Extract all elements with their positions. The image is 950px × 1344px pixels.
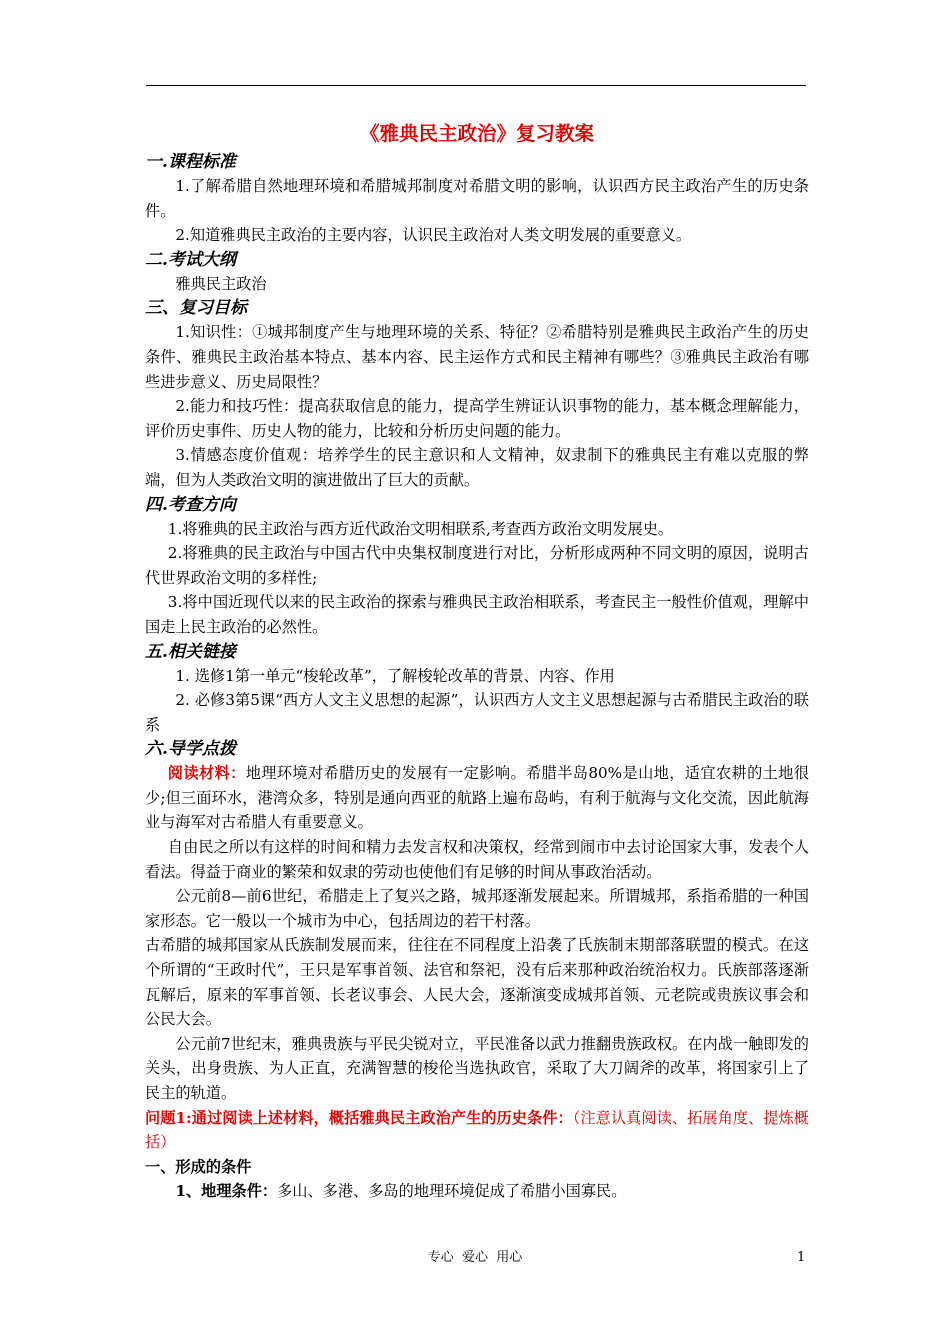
paragraph: 自由民之所以有这样的时间和精力去发言权和决策权，经常到闹市中去讨论国家大事，发表个人看法。得益于商业的繁荣和奴隶的劳动也使他们有足够的时间从事政治活动。 bbox=[145, 838, 809, 881]
paragraph: 2.知道雅典民主政治的主要内容，认识民主政治对人类文明发展的重要意义。 bbox=[175, 226, 692, 245]
section-heading-review-goals: 三、复习目标 bbox=[145, 298, 247, 319]
sub-heading-conditions: 一、形成的条件 bbox=[145, 1157, 252, 1176]
paragraph: 2.能力和技巧性：提高获取信息的能力，提高学生辨证认识事物的能力，基本概念理解能力，评价历史事件、历史人物的能力，比较和分析历史问题的能力。 bbox=[145, 397, 809, 440]
paragraph: 3.情感态度价值观：培养学生的民主意识和人文精神，奴隶制下的雅典民主有难以克服的弊端，但为人类政治文明的演进做出了巨大的贡献。 bbox=[145, 446, 809, 489]
paragraph: 雅典民主政治 bbox=[175, 274, 267, 293]
paragraph: 2. 必修3第5课“西方人文主义思想的起源”，认识西方人文主义思想起源与古希腊民主政治的联系 bbox=[145, 691, 809, 734]
document-title: 《雅典民主政治》复习教案 bbox=[359, 122, 594, 145]
section-heading-curriculum: 一.课程标准 bbox=[145, 152, 236, 172]
section-heading-related-links: 五.相关链接 bbox=[145, 641, 236, 662]
section-heading-exam-direction: 四.考查方向 bbox=[145, 494, 236, 515]
paragraph: 2.将雅典的民主政治与中国古代中央集权制度进行对比，分析形成两种不同文明的原因，说明古代世界政治文明的多样性; bbox=[145, 544, 809, 587]
reading-material-text: 地理环境对希腊历史的发展有一定影响。希腊半岛80%是山地，适宜农耕的土地很少;但三面环水，港湾众多，特别是通向西亚的航路上遍布岛屿，有利于航海与文化交流，因此航海业与海军对古希腊人有重要意义。 bbox=[145, 764, 810, 832]
paragraph: 3.将中国近现代以来的民主政治的探索与雅典民主政治相联系，考查民主一般性价值观，理解中国走上民主政治的必然性。 bbox=[145, 593, 809, 636]
condition-1 bbox=[145, 1179, 809, 1204]
paragraph: 公元前7世纪末，雅典贵族与平民尖锐对立，平民准备以武力推翻贵族政权。在内战一触即发的关头，出身贵族、为人正直，充满智慧的梭伦当选执政官，采取了大刀阔斧的改革，将国家引上了民主的轨道。 bbox=[145, 1034, 809, 1102]
header-rule bbox=[146, 85, 806, 86]
reading-material-label: 阅读材料： bbox=[167, 764, 246, 783]
question-1-note: （注意认真阅读、拓展角度、提炼概括） bbox=[145, 1108, 809, 1152]
section-heading-exam-outline: 二.考试大纲 bbox=[145, 249, 236, 270]
document-body bbox=[145, 118, 809, 1204]
paragraph: 1. 选修1第一单元“梭轮改革”，了解梭轮改革的背景、内容、作用 bbox=[175, 666, 615, 685]
paragraph: 1.将雅典的民主政治与西方近代政治文明相联系,考查西方政治文明发展史。 bbox=[167, 519, 674, 538]
paragraph: 公元前8—前6世纪，希腊走上了复兴之路，城邦逐渐发展起来。所谓城邦，系指希腊的一种国家形态。它一般以一个城市为中心，包括周边的若干村落。 bbox=[145, 887, 809, 930]
question-1-text: 问题1:通过阅读上述材料，概括雅典民主政治产生的历史条件： bbox=[145, 1108, 573, 1127]
paragraph: 1.知识性：①城邦制度产生与地理环境的关系、特征？②希腊特别是雅典民主政治产生的历史条件、雅典民主政治基本特点、基本内容、民主运作方式和民主精神有哪些？③雅典民主政治有哪些进步意义、历史局限性？ bbox=[145, 323, 809, 391]
paragraph: 1.了解希腊自然地理环境和希腊城邦制度对希腊文明的影响，认识西方民主政治产生的历史条件。 bbox=[145, 177, 809, 220]
question-1 bbox=[145, 1106, 809, 1155]
paragraph: 古希腊的城邦国家从氏族制发展而来，往往在不同程度上沿袭了氏族制末期部落联盟的模式。在这个所谓的“王政时代”，王只是军事首领、法官和祭祀，没有后来那种政治统治权力。氏族部落逐渐瓦解后，原来的军事首领、长老议事会、人民大会，逐渐演变成城邦首领、元老院或贵族议事会和公民大会。 bbox=[145, 936, 809, 1029]
reading-material-paragraph bbox=[145, 761, 809, 835]
page-number: 1 bbox=[797, 1250, 806, 1265]
section-heading-guidance: 六.导学点拨 bbox=[145, 739, 236, 760]
condition-1-label: 1、地理条件： bbox=[175, 1182, 278, 1201]
footer-slogan: 专心 爱心 用心 bbox=[427, 1250, 523, 1265]
condition-1-text: 多山、多港、多岛的地理环境促成了希腊小国寡民。 bbox=[277, 1182, 627, 1201]
